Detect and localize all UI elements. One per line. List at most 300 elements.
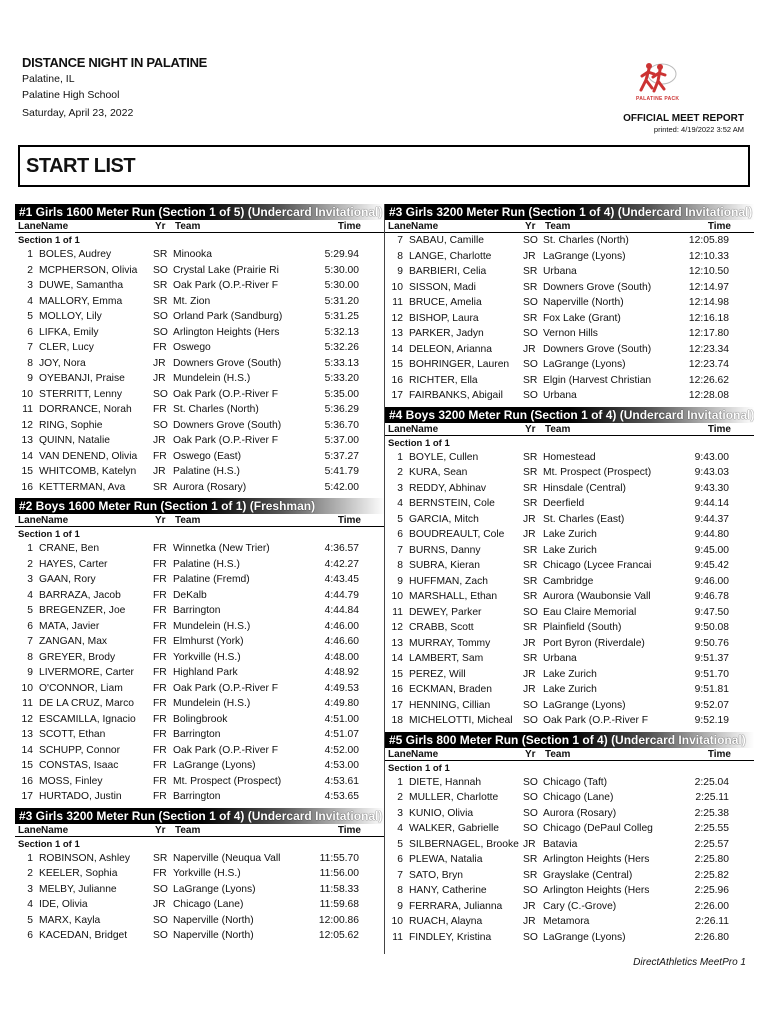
name-cell: BERNSTEIN, Cole: [409, 498, 495, 509]
lane-cell: 8: [27, 651, 33, 663]
time-cell: 9:45.42: [694, 560, 729, 571]
time-cell: 4:46.00: [324, 620, 359, 632]
table-row: [15, 913, 385, 929]
time-cell: 9:43.03: [694, 467, 729, 478]
table-row: [385, 636, 754, 652]
year-cell: FR: [153, 868, 167, 879]
lane-cell: 13: [391, 637, 403, 649]
year-cell: SO: [523, 390, 538, 401]
time-cell: 5:41.79: [324, 466, 359, 477]
team-cell: Cambridge: [543, 575, 594, 587]
name-cell: CONSTAS, Isaac: [39, 760, 119, 771]
time-cell: 9:44.80: [694, 529, 729, 540]
page-title-box: [18, 145, 750, 187]
time-cell: 5:37.27: [324, 450, 359, 462]
lane-cell: 12: [391, 312, 403, 324]
name-cell: ZANGAN, Max: [39, 636, 108, 647]
team-cell: Chicago (Lane): [173, 899, 244, 910]
year-cell: SO: [523, 807, 538, 819]
table-row: [15, 882, 385, 898]
time-cell: 4:42.27: [324, 558, 359, 570]
lane-cell: 7: [397, 544, 403, 556]
time-cell: 2:25.04: [694, 776, 729, 788]
year-cell: FR: [153, 605, 167, 616]
column-header-name: Name: [41, 824, 69, 836]
time-cell: 9:44.37: [694, 513, 729, 525]
lane-cell: 3: [397, 482, 403, 494]
time-cell: 12:23.74: [688, 359, 729, 370]
column-header-yr: Yr: [155, 515, 166, 526]
table-row: [15, 928, 385, 944]
year-cell: FR: [153, 404, 167, 415]
logo-text: PALATINE PACK: [636, 96, 680, 102]
time-cell: 5:32.13: [324, 326, 359, 338]
year-cell: FR: [153, 760, 167, 771]
year-cell: SR: [153, 852, 168, 864]
section-label: Section 1 of 1: [388, 437, 450, 449]
year-cell: FR: [153, 744, 167, 756]
year-cell: JR: [523, 916, 536, 927]
team-cell: Barrington: [173, 729, 221, 740]
table-row: [15, 789, 385, 805]
team-cell: Oak Park (O.P.-River F: [173, 744, 279, 756]
time-cell: 4:53.00: [324, 760, 359, 771]
lane-cell: 10: [391, 916, 403, 927]
lane-cell: 17: [21, 791, 33, 802]
time-cell: 9:45.00: [694, 544, 729, 556]
year-cell: FR: [153, 589, 167, 601]
lane-cell: 6: [397, 529, 403, 540]
table-row: [15, 572, 385, 588]
team-cell: LaGrange (Lyons): [543, 699, 626, 711]
table-row: [385, 899, 754, 915]
lane-cell: 1: [27, 543, 33, 554]
time-cell: 5:35.00: [324, 388, 359, 400]
year-cell: FR: [153, 342, 167, 353]
lane-cell: 3: [397, 807, 403, 819]
section-label: Section 1 of 1: [18, 838, 80, 850]
year-cell: SO: [523, 328, 538, 339]
lane-cell: 7: [397, 235, 403, 246]
time-cell: 2:25.11: [695, 792, 729, 803]
year-cell: SR: [523, 622, 538, 633]
name-cell: DEWEY, Parker: [409, 606, 482, 618]
team-cell: Chicago (Lycee Francai: [543, 560, 652, 571]
team-cell: Naperville (North): [543, 297, 624, 308]
section-label: Section 1 of 1: [18, 235, 80, 246]
team-cell: Oak Park (O.P.-River F: [173, 280, 279, 291]
column-header: [15, 824, 385, 837]
table-row: [15, 712, 385, 728]
team-cell: Winnetka (New Trier): [173, 543, 270, 554]
name-cell: DIETE, Hannah: [409, 776, 482, 788]
table-row: [385, 342, 754, 358]
team-cell: Crystal Lake (Prairie Ri: [173, 264, 279, 276]
lane-cell: 9: [27, 373, 33, 384]
team-cell: Lake Zurich: [543, 684, 597, 695]
team-cell: Urbana: [543, 390, 577, 401]
team-cell: Oak Park (O.P.-River F: [173, 682, 279, 694]
event-title: #5 Girls 800 Meter Run (Section 1 of 4) (Undercard Invitational): [385, 732, 754, 748]
lane-cell: 10: [21, 388, 33, 400]
name-cell: BARBIERI, Celia: [409, 266, 487, 277]
year-cell: JR: [523, 250, 536, 262]
name-cell: LIVERMORE, Carter: [39, 667, 134, 678]
lane-cell: 16: [391, 684, 403, 695]
team-cell: St. Charles (North): [173, 404, 259, 415]
table-row: [385, 496, 754, 512]
event-title: #2 Boys 1600 Meter Run (Section 1 of 1) (Freshman): [15, 498, 385, 514]
year-cell: FR: [153, 651, 167, 663]
lane-cell: 2: [397, 467, 403, 478]
time-cell: 5:31.25: [324, 311, 359, 322]
lane-cell: 11: [22, 698, 33, 709]
year-cell: SO: [523, 931, 538, 943]
lane-cell: 1: [27, 852, 33, 864]
year-cell: JR: [153, 373, 166, 384]
team-cell: Fox Lake (Grant): [543, 312, 621, 324]
year-cell: SR: [523, 869, 538, 881]
meet-header: [22, 55, 207, 121]
table-row: [385, 852, 754, 868]
table-row: [15, 851, 385, 867]
lane-cell: 15: [21, 760, 33, 771]
team-cell: Arlington Heights (Hers: [543, 854, 650, 865]
team-cell: Chicago (Lane): [543, 792, 614, 803]
table-row: [15, 387, 385, 403]
name-cell: MULLER, Charlotte: [409, 792, 499, 803]
table-row: [385, 233, 754, 249]
table-row: [385, 698, 754, 714]
column-header: [15, 514, 385, 527]
printed-timestamp: printed: 4/19/2022 3:52 AM: [653, 125, 744, 134]
year-cell: FR: [153, 620, 167, 632]
lane-cell: 4: [397, 498, 403, 509]
name-cell: BOHRINGER, Lauren: [409, 359, 510, 370]
name-cell: SCHUPP, Connor: [39, 744, 121, 756]
table-row: [15, 557, 385, 573]
time-cell: 5:30.00: [324, 280, 359, 291]
name-cell: DORRANCE, Norah: [39, 404, 132, 415]
lane-cell: 16: [21, 481, 33, 493]
meet-city: Palatine, IL: [22, 73, 75, 85]
name-cell: BARRAZA, Jacob: [39, 589, 121, 601]
time-cell: 4:51.00: [324, 713, 359, 725]
team-cell: Oswego (East): [173, 450, 242, 462]
event-block: [15, 808, 385, 944]
team-cell: Vernon Hills: [543, 328, 598, 339]
lane-cell: 5: [27, 914, 33, 926]
table-row: [385, 280, 754, 296]
team-cell: Cary (C.-Grove): [543, 900, 617, 912]
name-cell: MARX, Kayla: [39, 914, 101, 926]
lane-cell: 16: [21, 775, 33, 787]
lane-cell: 8: [27, 357, 33, 369]
team-cell: Deerfield: [543, 498, 585, 509]
year-cell: JR: [153, 357, 166, 369]
team-cell: Port Byron (Riverdale): [543, 637, 645, 649]
event-block: [385, 204, 754, 404]
column-header-lane: Lane: [388, 748, 412, 760]
time-cell: 9:51.37: [694, 653, 729, 664]
column-header-time: Time: [337, 221, 361, 232]
time-cell: 11:56.00: [319, 868, 359, 879]
team-cell: Mundelein (H.S.): [173, 698, 251, 709]
year-cell: SO: [153, 264, 168, 276]
lane-cell: 14: [21, 744, 33, 756]
time-cell: 9:47.50: [694, 606, 729, 618]
year-cell: SR: [153, 249, 168, 260]
column-header-yr: Yr: [525, 423, 536, 435]
time-cell: 5:36.70: [324, 419, 359, 431]
name-cell: SUBRA, Kieran: [409, 560, 480, 571]
name-cell: O'CONNOR, Liam: [39, 682, 123, 694]
lane-cell: 5: [27, 311, 33, 322]
team-cell: Lake Zurich: [543, 544, 597, 556]
year-cell: SR: [523, 575, 538, 587]
table-row: [385, 326, 754, 342]
name-cell: KUNIO, Olivia: [409, 807, 474, 819]
time-cell: 4:36.57: [324, 543, 359, 554]
lane-cell: 8: [397, 885, 403, 896]
year-cell: SO: [153, 930, 168, 941]
name-cell: DELEON, Arianna: [409, 343, 492, 355]
table-row: [385, 589, 754, 605]
year-cell: JR: [153, 899, 166, 910]
time-cell: 2:25.55: [694, 823, 729, 834]
table-row: [385, 512, 754, 528]
column-header-yr: Yr: [155, 221, 166, 232]
time-cell: 12:17.80: [688, 328, 729, 339]
team-cell: Metamora: [543, 916, 590, 927]
team-cell: Plainfield (South): [543, 622, 622, 633]
time-cell: 12:16.18: [688, 312, 729, 324]
table-row: [15, 727, 385, 743]
lane-cell: 6: [27, 326, 33, 338]
table-row: [15, 696, 385, 712]
team-cell: Palatine (H.S.): [173, 466, 240, 477]
team-cell: Palatine (H.S.): [173, 558, 240, 570]
column-header-time: Time: [707, 221, 731, 232]
table-row: [15, 325, 385, 341]
name-cell: GARCIA, Mitch: [409, 513, 479, 525]
lane-cell: 11: [22, 404, 33, 415]
team-cell: Chicago (Taft): [543, 776, 608, 788]
lane-cell: 13: [21, 435, 33, 446]
name-cell: RICHTER, Ella: [409, 374, 478, 386]
team-cell: Naperville (North): [173, 914, 254, 926]
lane-cell: 1: [397, 451, 403, 463]
lane-cell: 6: [397, 854, 403, 865]
year-cell: SR: [523, 560, 538, 571]
event-block: [385, 407, 754, 729]
event-title: #3 Girls 3200 Meter Run (Section 1 of 4) (Undercard Invitational): [15, 808, 385, 824]
name-cell: KURA, Sean: [409, 467, 468, 478]
year-cell: SO: [153, 419, 168, 431]
year-cell: SR: [153, 280, 168, 291]
table-row: [15, 897, 385, 913]
table-row: [15, 294, 385, 310]
time-cell: 5:42.00: [324, 481, 359, 493]
team-cell: Chicago (DePaul Colleg: [543, 823, 653, 834]
year-cell: SO: [523, 885, 538, 896]
year-cell: FR: [153, 667, 167, 678]
lane-cell: 12: [21, 713, 33, 725]
name-cell: KETTERMAN, Ava: [39, 481, 126, 493]
lane-cell: 7: [27, 342, 33, 353]
table-row: [385, 775, 754, 791]
lane-cell: 8: [397, 250, 403, 262]
lane-cell: 5: [27, 605, 33, 616]
meet-date: Saturday, April 23, 2022: [22, 107, 134, 119]
column-header-time: Time: [707, 748, 731, 760]
time-cell: 4:48.00: [324, 651, 359, 663]
lane-cell: 17: [391, 390, 403, 401]
lane-cell: 14: [21, 450, 33, 462]
name-cell: MALLORY, Emma: [39, 295, 123, 307]
table-row: [15, 665, 385, 681]
time-cell: 4:46.60: [324, 636, 359, 647]
section-label: Section 1 of 1: [388, 762, 450, 774]
name-cell: LAMBERT, Sam: [409, 653, 484, 664]
team-cell: Bolingbrook: [173, 713, 228, 725]
time-cell: 5:31.20: [324, 295, 359, 307]
lane-cell: 11: [392, 931, 403, 943]
year-cell: SO: [523, 297, 538, 308]
lane-cell: 9: [397, 266, 403, 277]
column-header-team: Team: [545, 423, 571, 435]
lane-cell: 5: [397, 838, 403, 850]
team-cell: Aurora (Waubonsie Vall: [543, 591, 651, 602]
name-cell: KACEDAN, Bridget: [39, 930, 128, 941]
name-cell: RING, Sophie: [39, 419, 103, 431]
year-cell: FR: [153, 713, 167, 725]
lane-cell: 15: [391, 668, 403, 680]
table-row: [385, 465, 754, 481]
year-cell: FR: [153, 558, 167, 570]
name-cell: RUACH, Alayna: [409, 916, 483, 927]
name-cell: SABAU, Camille: [409, 235, 484, 246]
name-cell: ESCAMILLA, Ignacio: [39, 713, 136, 725]
lane-cell: 14: [391, 343, 403, 355]
lane-cell: 4: [27, 589, 33, 601]
lane-cell: 18: [391, 715, 403, 726]
name-cell: DE LA CRUZ, Marco: [39, 698, 134, 709]
year-cell: FR: [153, 574, 167, 585]
year-cell: JR: [153, 466, 166, 477]
table-row: [15, 418, 385, 434]
table-row: [385, 682, 754, 698]
name-cell: SILBERNAGEL, Brooke: [409, 838, 519, 850]
team-cell: Lake Zurich: [543, 529, 597, 540]
year-cell: SR: [523, 266, 538, 277]
name-cell: IDE, Olivia: [39, 899, 88, 910]
time-cell: 12:26.62: [688, 374, 729, 386]
year-cell: JR: [523, 668, 536, 680]
time-cell: 9:51.81: [694, 684, 729, 695]
column-header-lane: Lane: [388, 423, 412, 435]
time-cell: 2:26.00: [694, 900, 729, 912]
time-cell: 9:51.70: [694, 668, 729, 680]
team-cell: Aurora (Rosary): [173, 481, 247, 493]
name-cell: MICHELOTTI, Micheal: [409, 715, 513, 726]
table-row: [385, 388, 754, 404]
table-row: [385, 620, 754, 636]
team-cell: Urbana: [543, 653, 577, 664]
name-cell: MOSS, Finley: [39, 775, 103, 787]
time-cell: 12:23.34: [688, 343, 729, 355]
year-cell: FR: [153, 698, 167, 709]
team-cell: Oak Park (O.P.-River F: [173, 388, 279, 400]
column-header-lane: Lane: [18, 824, 42, 836]
year-cell: SO: [523, 606, 538, 618]
lane-cell: 9: [397, 900, 403, 912]
time-cell: 12:05.89: [688, 235, 729, 246]
table-row: [15, 650, 385, 666]
table-row: [385, 481, 754, 497]
year-cell: FR: [153, 729, 167, 740]
column-header-team: Team: [175, 515, 201, 526]
table-row: [15, 449, 385, 465]
time-cell: 9:46.78: [694, 591, 729, 602]
name-cell: FERRARA, Julianna: [409, 900, 503, 912]
table-row: [385, 651, 754, 667]
column-header-time: Time: [707, 423, 731, 435]
team-cell: Oak Park (O.P.-River F: [543, 715, 649, 726]
time-cell: 9:50.08: [694, 622, 729, 633]
team-cell: LaGrange (Lyons): [173, 883, 256, 895]
name-cell: KEELER, Sophia: [39, 868, 118, 879]
name-cell: MOLLOY, Lily: [39, 311, 102, 322]
table-row: [15, 619, 385, 635]
year-cell: SO: [153, 914, 168, 926]
table-row: [385, 527, 754, 543]
name-cell: BOUDREAULT, Cole: [409, 529, 505, 540]
team-cell: Aurora (Rosary): [543, 807, 617, 819]
lane-cell: 15: [391, 359, 403, 370]
event-block: [15, 204, 385, 495]
name-cell: HENNING, Cillian: [409, 699, 491, 711]
year-cell: FR: [153, 636, 167, 647]
team-cell: Hinsdale (Central): [543, 482, 626, 494]
name-cell: ROBINSON, Ashley: [39, 852, 130, 864]
column-header-name: Name: [41, 515, 69, 526]
time-cell: 2:25.57: [694, 838, 729, 850]
name-cell: CRANE, Ben: [39, 543, 100, 554]
section-label: Section 1 of 1: [18, 529, 80, 540]
year-cell: JR: [523, 684, 536, 695]
time-cell: 4:51.07: [324, 729, 359, 740]
time-cell: 11:59.68: [319, 899, 359, 910]
column-header-time: Time: [337, 515, 361, 526]
table-row: [385, 713, 754, 729]
table-row: [15, 247, 385, 263]
year-cell: SR: [523, 451, 538, 463]
right-column: [384, 204, 754, 954]
column-header-name: Name: [411, 748, 439, 760]
team-cell: Naperville (North): [173, 930, 254, 941]
table-row: [385, 450, 754, 466]
year-cell: JR: [523, 838, 536, 850]
column-header-yr: Yr: [525, 748, 536, 760]
meet-venue: Palatine High School: [22, 89, 120, 101]
team-cell: Mt. Prospect (Prospect): [543, 467, 652, 478]
team-cell: Downers Grove (South): [543, 281, 652, 293]
year-cell: JR: [523, 513, 536, 525]
year-cell: SO: [153, 326, 168, 338]
year-cell: SR: [523, 281, 538, 293]
lane-cell: 16: [391, 374, 403, 386]
